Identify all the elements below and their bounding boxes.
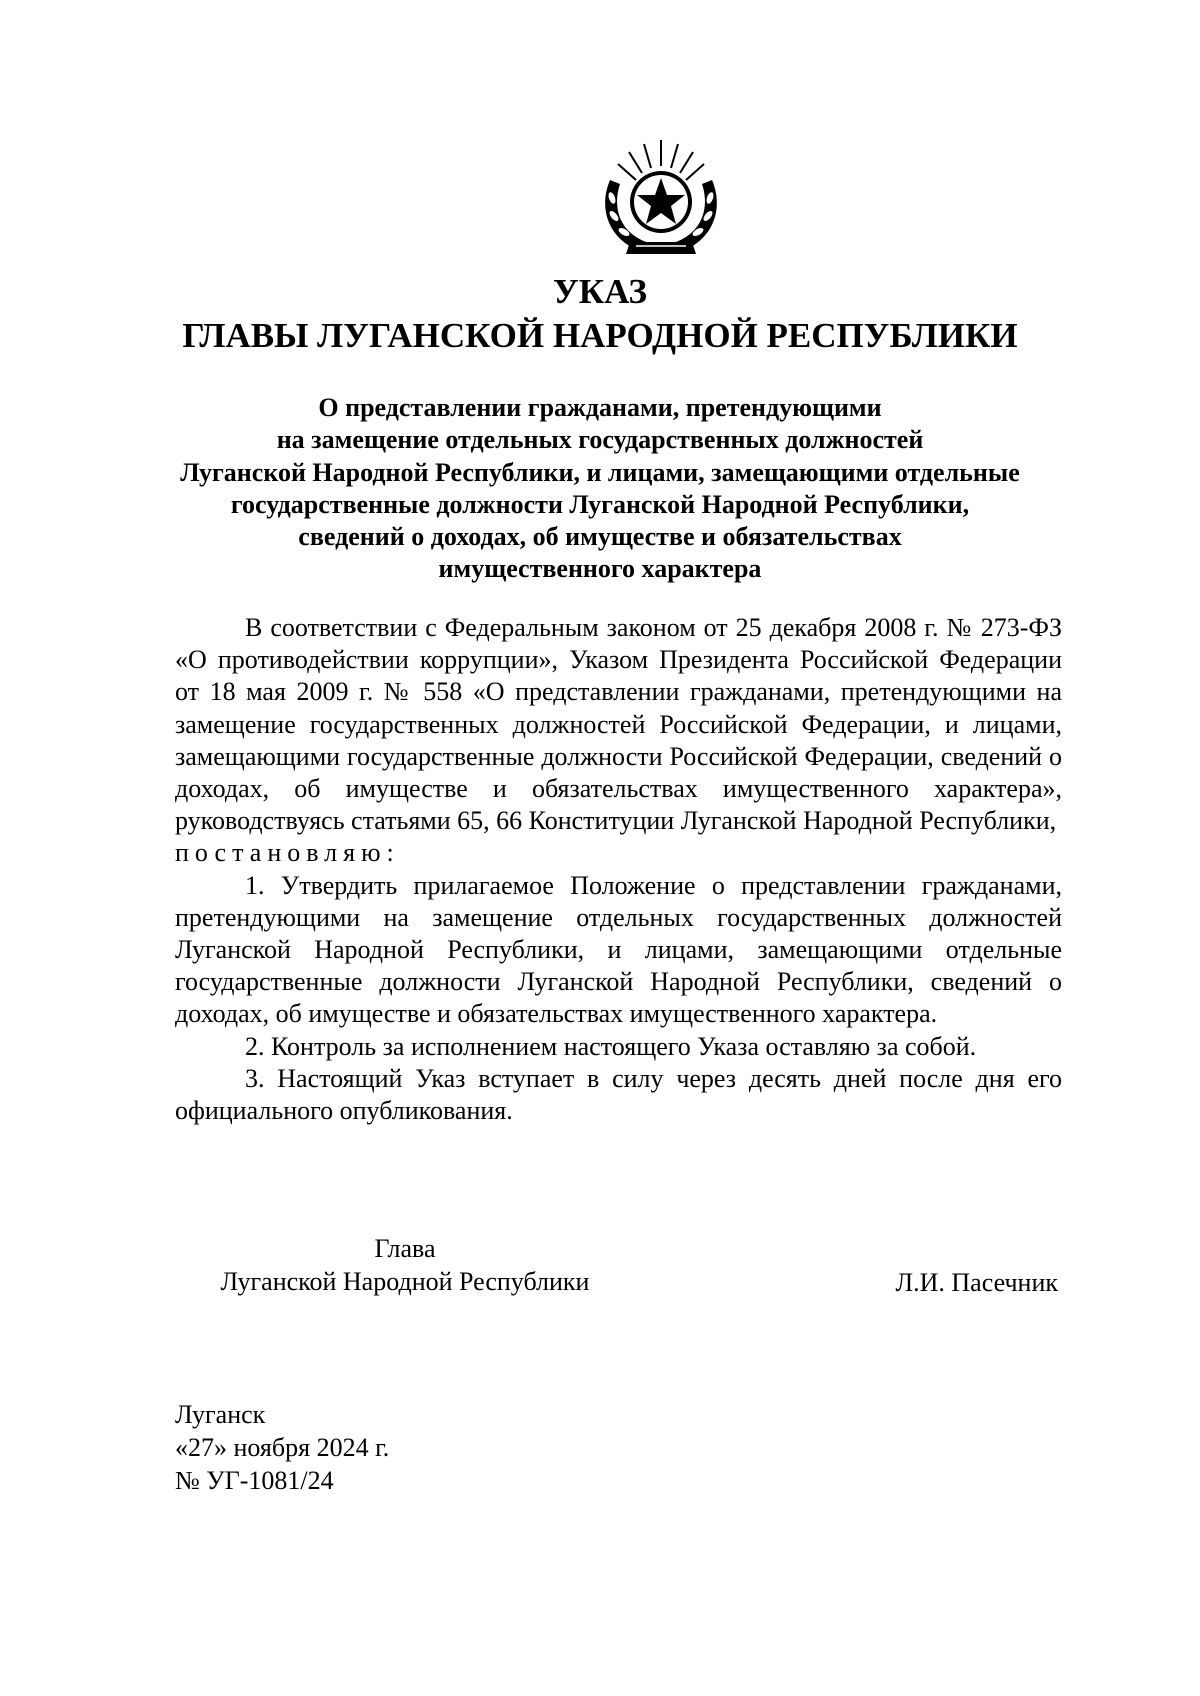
decree-word: постановляю: bbox=[175, 838, 400, 868]
item-paragraph: 1. Утвердить прилагаемое Положение о представлении гражданами, претендующими на замещение отдельных государственных должностей Луганской Народной Республики, и лицами, замещающими отдельные государственные должности Луганской Народной Республики, сведений о доходах, об имуществе и обязательствах имущественного характера. bbox=[175, 870, 1062, 1029]
signatory-name: Л.И. Пасечник bbox=[895, 1268, 1058, 1297]
subject-line: государственные должности Луганской Народной Республики, bbox=[230, 489, 970, 519]
signatory-position-line: Луганской Народной Республики bbox=[220, 1267, 590, 1296]
subject-line: сведений о доходах, об имуществе и обязательствах bbox=[298, 522, 902, 552]
subject-line: О представлении гражданами, претендующими bbox=[318, 393, 882, 422]
issue-date: «27» ноября 2024 г. bbox=[175, 1433, 390, 1462]
item-paragraph: 3. Настоящий Указ вступает в силу через десять дней после дня его официального опубликования. bbox=[175, 1063, 1062, 1126]
document-subject bbox=[150, 392, 1050, 586]
subject-line: на замещение отдельных государственных должностей bbox=[276, 425, 924, 455]
signatory-position-line: Глава bbox=[374, 1234, 436, 1263]
document-footer bbox=[175, 1398, 389, 1497]
coat-of-arms-icon bbox=[596, 136, 726, 262]
issue-city: Луганск bbox=[175, 1400, 266, 1429]
document-number: № УГ-1081/24 bbox=[175, 1466, 334, 1495]
preamble-paragraph: В соответствии с Федеральным законом от 25 декабря 2008 г. № 273-ФЗ «О противодействии коррупции», Указом Президента Российской Федерации от 18 мая 2009 г. № 558 «О представлении гражданами, претендующими на замещение государственных должностей Российской Федерации, и лицами, замещающими государственные должности Российской Федерации, сведений о доходах, об имуществе и обязательствах имущественного характера», руководствуясь статьями 65, 66 Конституции Луганской Народной Республики, bbox=[175, 613, 1062, 836]
item-paragraph: 2. Контроль за исполнением настоящего Указа оставляю за собой. bbox=[245, 1031, 977, 1061]
document-title: УКАЗ bbox=[553, 272, 647, 311]
signatory-position bbox=[170, 1232, 640, 1298]
subject-line: Луганской Народной Республики, и лицами, замещающими отдельные bbox=[180, 457, 1020, 487]
subject-line: имущественного характера bbox=[438, 554, 762, 584]
document-body bbox=[175, 612, 1062, 1127]
document-issuer: ГЛАВЫ ЛУГАНСКОЙ НАРОДНОЙ РЕСПУБЛИКИ bbox=[182, 316, 1018, 355]
